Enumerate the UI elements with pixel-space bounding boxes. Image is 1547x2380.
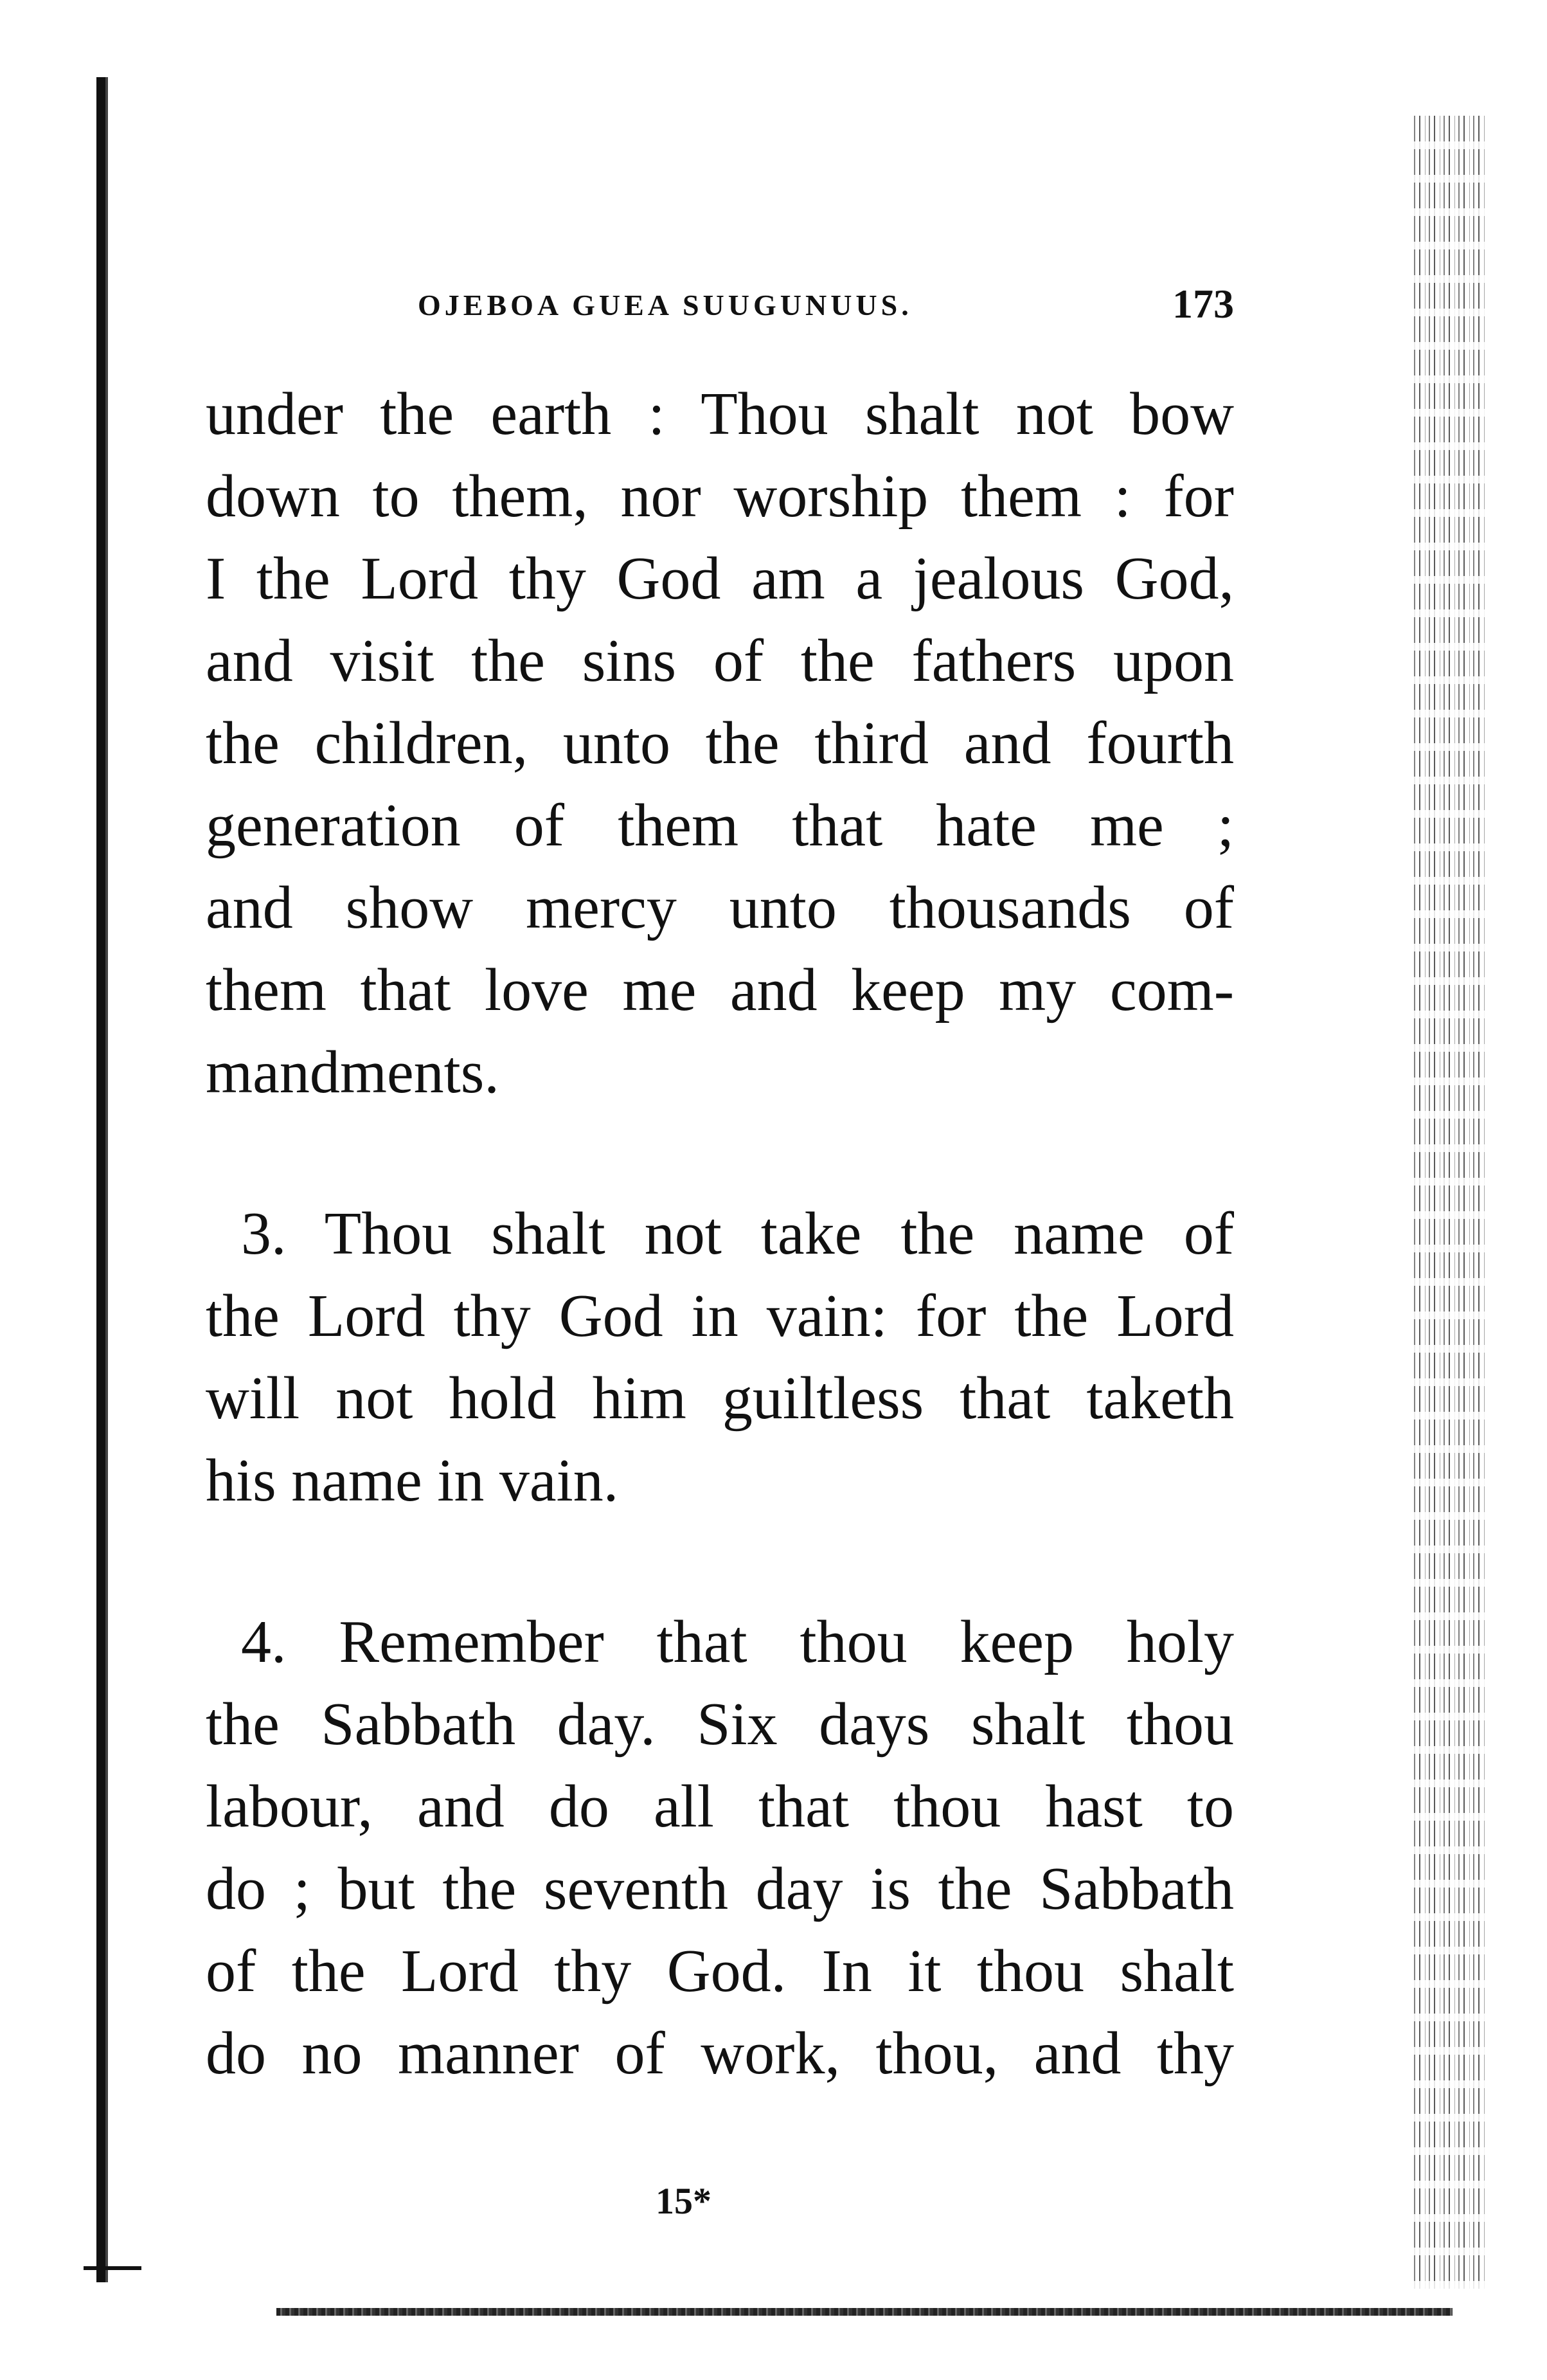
text-line: them that love me and keep my com- [206, 957, 1234, 1023]
page-number: 173 [1172, 281, 1234, 327]
text-line: 3. Thou shalt not take the name of [241, 1200, 1234, 1267]
signature-mark: 15* [656, 2180, 711, 2222]
text-line: labour, and do all that thou hast to [206, 1773, 1234, 1840]
binding-edge [96, 77, 116, 2282]
text-line: 4. Remember that thou keep holy [241, 1609, 1234, 1675]
body-text [206, 373, 1234, 2095]
text-line: and show mercy unto thousands of [206, 874, 1234, 941]
text-line: the children, unto the third and fourth [206, 710, 1234, 777]
page-edge-right-texture [1411, 116, 1488, 2289]
text-line: generation of them that hate me ; [206, 792, 1234, 859]
text-line: do ; but the seventh day is the Sabbath [206, 1855, 1234, 1922]
text-line: I the Lord thy God am a jealous God, [206, 545, 1234, 612]
text-line: and visit the sins of the fathers upon [206, 627, 1234, 694]
running-title: OJEBOA GUEA SUUGUNUUS. [418, 289, 913, 321]
paragraph [206, 373, 1234, 1113]
text-line: will not hold him guiltless that taketh [206, 1365, 1234, 1432]
text-line: his name in vain. [206, 1447, 619, 1514]
paragraph-spacer [206, 1522, 1234, 1601]
binding-edge-base [84, 2266, 141, 2270]
text-line: under the earth : Thou shalt not bow [206, 381, 1234, 447]
paragraph [206, 1601, 1234, 2095]
paragraph [206, 1193, 1234, 1522]
text-line: of the Lord thy God. In it thou shalt [206, 1938, 1234, 2005]
text-line: the Lord thy God in vain: for the Lord [206, 1283, 1234, 1349]
text-line: mandments. [206, 1039, 499, 1106]
running-head [206, 276, 1234, 328]
text-line: do no manner of work, thou, and thy [206, 2020, 1234, 2087]
paragraph-spacer [206, 1113, 1234, 1193]
text-line: down to them, nor worship them : for [206, 463, 1234, 530]
text-line: the Sabbath day. Six days shalt thou [206, 1691, 1234, 1758]
page-edge-bottom [276, 2308, 1453, 2316]
